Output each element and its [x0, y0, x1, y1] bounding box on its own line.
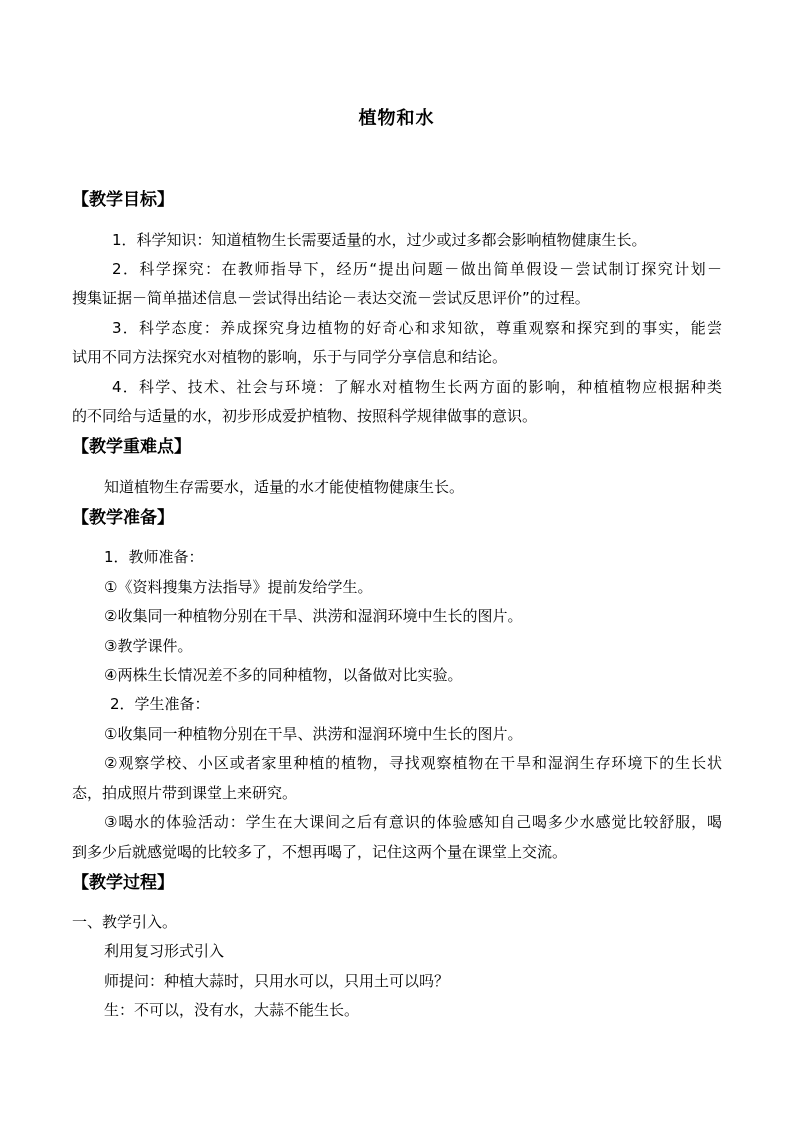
objective-item-2-line-2: 搜集证据－简单描述信息－尝试得出结论－表达交流－尝试反思评价”的过程。 — [72, 289, 590, 307]
objective-item-4-line-2: 的不同给与适量的水，初步形成爱护植物、按照科学规律做事的意识。 — [72, 407, 538, 425]
section-heading-key-points: 【教学重难点】 — [72, 437, 191, 457]
section-heading-objectives: 【教学目标】 — [72, 190, 174, 210]
document-title: 植物和水 — [358, 108, 435, 129]
process-line-student-answer: 生：不可以，没有水，大蒜不能生长。 — [104, 1001, 360, 1019]
objective-item-1: 1．科学知识：知道植物生长需要适量的水，过少或过多都会影响植物健康生长。 — [112, 231, 647, 249]
objective-item-3-line-1: 3．科学态度：养成探究身边植物的好奇心和求知欲，尊重观察和探究到的事实，能尝 — [112, 319, 722, 337]
preparation-student-item-1: ①收集同一种植物分别在干旱、洪涝和湿润环境中生长的图片。 — [104, 725, 523, 743]
objective-item-2-line-1: 2．科学探究：在教师指导下，经历“提出问题－做出简单假设－尝试制订探究计划－ — [112, 260, 722, 278]
process-line-intro-method: 利用复习形式引入 — [104, 942, 225, 960]
preparation-teacher-item-3: ③教学课件。 — [104, 637, 193, 655]
preparation-teacher-item-1: ①《资料搜集方法指导》提前发给学生。 — [104, 578, 373, 596]
preparation-teacher-item-2: ②收集同一种植物分别在干旱、洪涝和湿润环境中生长的图片。 — [104, 607, 523, 625]
preparation-student-item-2-line-1: ②观察学校、小区或者家里种植的植物，寻找观察植物在干旱和湿润生存环境下的生长状 — [104, 754, 722, 772]
preparation-student-item-3-line-2: 到多少后就感觉喝的比较多了，不想再喝了，记住这两个量在课堂上交流。 — [72, 843, 568, 861]
process-step-1: 一、教学引入。 — [72, 913, 178, 931]
preparation-student-label: 2．学生准备： — [110, 695, 210, 713]
section-heading-process: 【教学过程】 — [72, 873, 174, 893]
section-heading-preparation: 【教学准备】 — [72, 508, 174, 528]
process-line-teacher-question: 师提问：种植大蒜时，只用水可以，只用土可以吗？ — [104, 972, 450, 990]
preparation-teacher-item-4: ④两株生长情况差不多的同种植物，以备做对比实验。 — [104, 666, 463, 684]
objective-item-3-line-2: 试用不同方法探究水对植物的影响，乐于与同学分享信息和结论。 — [72, 348, 508, 366]
preparation-teacher-label: 1．教师准备： — [104, 548, 204, 566]
key-points-text: 知道植物生存需要水，适量的水才能使植物健康生长。 — [104, 478, 465, 496]
preparation-student-item-3-line-1: ③喝水的体验活动：学生在大课间之后有意识的体验感知自己喝多少水感觉比较舒服，喝 — [104, 813, 722, 831]
objective-item-4-line-1: 4．科学、技术、社会与环境：了解水对植物生长两方面的影响，种植植物应根据种类 — [112, 378, 722, 396]
preparation-student-item-2-line-2: 态，拍成照片带到课堂上来研究。 — [72, 784, 298, 802]
